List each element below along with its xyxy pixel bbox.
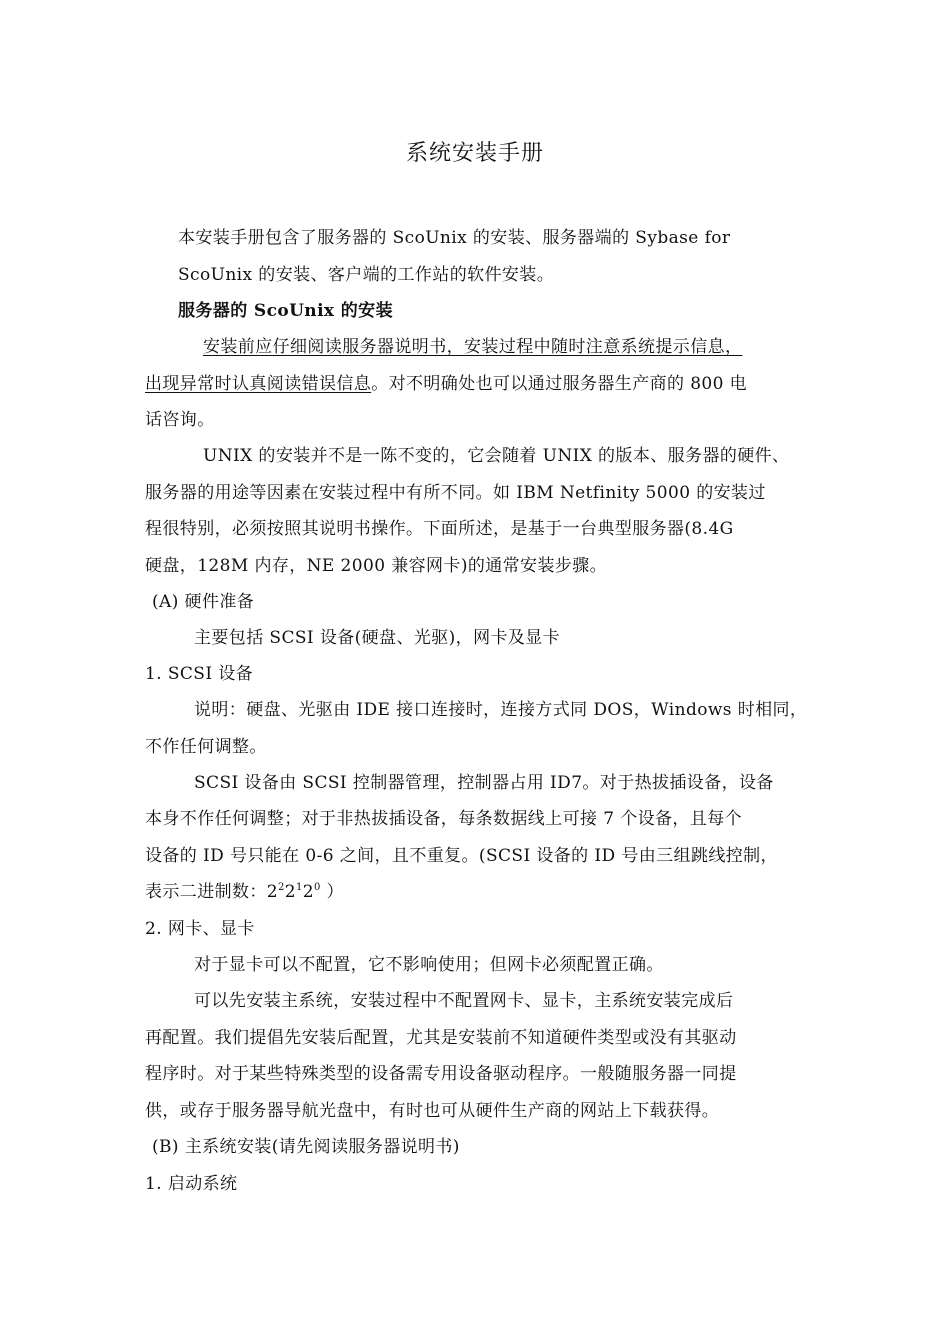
section-a-summary: 主要包括 SCSI 设备(硬盘、光驱)，网卡及显卡: [194, 628, 561, 648]
scsi-para-line-3: 设备的 ID 号只能在 0-6 之间，且不重复。(SCSI 设备的 ID 号由三组跳线控制，: [145, 846, 778, 866]
scsi-para-line-2: 本身不作任何调整；对于非热拔插设备，每条数据线上可接 7 个设备，且每个: [145, 809, 743, 829]
document-title: 系统安装手册: [405, 141, 544, 166]
nic-para-2-line-3: 程序时。对于某些特殊类型的设备需专用设备驱动程序。一般随服务器一同提: [145, 1064, 737, 1084]
unix-line-3: 程很特别，必须按照其说明书操作。下面所述，是基于一台典型服务器(8.4G: [145, 519, 734, 539]
exponent-2: 2: [278, 882, 285, 893]
binary-prefix: 表示二进制数：2: [145, 882, 279, 902]
unix-line-4: 硬盘，128M 内存，NE 2000 兼容网卡)的通常安装步骤。: [145, 556, 608, 576]
scsi-note-line-2: 不作任何调整。: [145, 737, 267, 757]
nic-item-title: 2. 网卡、显卡: [145, 919, 255, 939]
nic-para-1: 对于显卡可以不配置，它不影响使用；但网卡必须配置正确。: [194, 955, 664, 975]
note-underlined-2: 出现异常时认真阅读错误信息: [145, 374, 372, 394]
scsi-item-title: 1. SCSI 设备: [145, 664, 254, 684]
note-line-2-rest: 。对不明确处也可以通过服务器生产商的 800 电: [371, 374, 748, 394]
exponent-0: 0: [313, 882, 321, 893]
scsi-note-line-1: 说明：硬盘、光驱由 IDE 接口连接时，连接方式同 DOS，Windows 时相同，: [194, 700, 808, 720]
unix-line-2: 服务器的用途等因素在安装过程中有所不同。如 IBM Netfinity 5000 的安装过: [145, 483, 766, 503]
unix-line-1: UNIX 的安装并不是一陈不变的，它会随着 UNIX 的版本、服务器的硬件、: [203, 446, 790, 466]
intro-line-1: 本安装手册包含了服务器的 ScoUnix 的安装、服务器端的 Sybase for: [178, 228, 731, 248]
scsi-para-line-4: [145, 882, 344, 902]
note-line-3: 话咨询。: [145, 410, 215, 430]
binary-base-2: 2: [284, 882, 296, 902]
exponent-1: 1: [296, 882, 303, 893]
binary-base-3: 2: [302, 882, 314, 902]
note-underlined-1: 安装前应仔细阅读服务器说明书，安装过程中随时注意系统提示信息，: [203, 337, 743, 357]
binary-suffix: ）: [320, 882, 344, 902]
nic-para-2-line-4: 供，或存于服务器导航光盘中，有时也可从硬件生产商的网站上下载获得。: [145, 1101, 720, 1121]
note-line-2: [145, 374, 747, 394]
scsi-para-line-1: SCSI 设备由 SCSI 控制器管理，控制器占用 ID7。对于热拔插设备，设备: [194, 773, 774, 793]
section-a-heading: (A) 硬件准备: [152, 592, 255, 612]
nic-para-2-line-2: 再配置。我们提倡先安装后配置，尤其是安装前不知道硬件类型或没有其驱动: [145, 1028, 737, 1048]
boot-item-title: 1. 启动系统: [145, 1174, 238, 1194]
intro-line-2: ScoUnix 的安装、客户端的工作站的软件安装。: [178, 265, 555, 285]
section-heading-scounix: 服务器的 ScoUnix 的安装: [178, 301, 393, 321]
nic-para-2-line-1: 可以先安装主系统，安装过程中不配置网卡、显卡，主系统安装完成后: [194, 991, 734, 1011]
note-line-1: [203, 337, 742, 357]
section-b-heading: (B) 主系统安装(请先阅读服务器说明书): [152, 1137, 460, 1157]
